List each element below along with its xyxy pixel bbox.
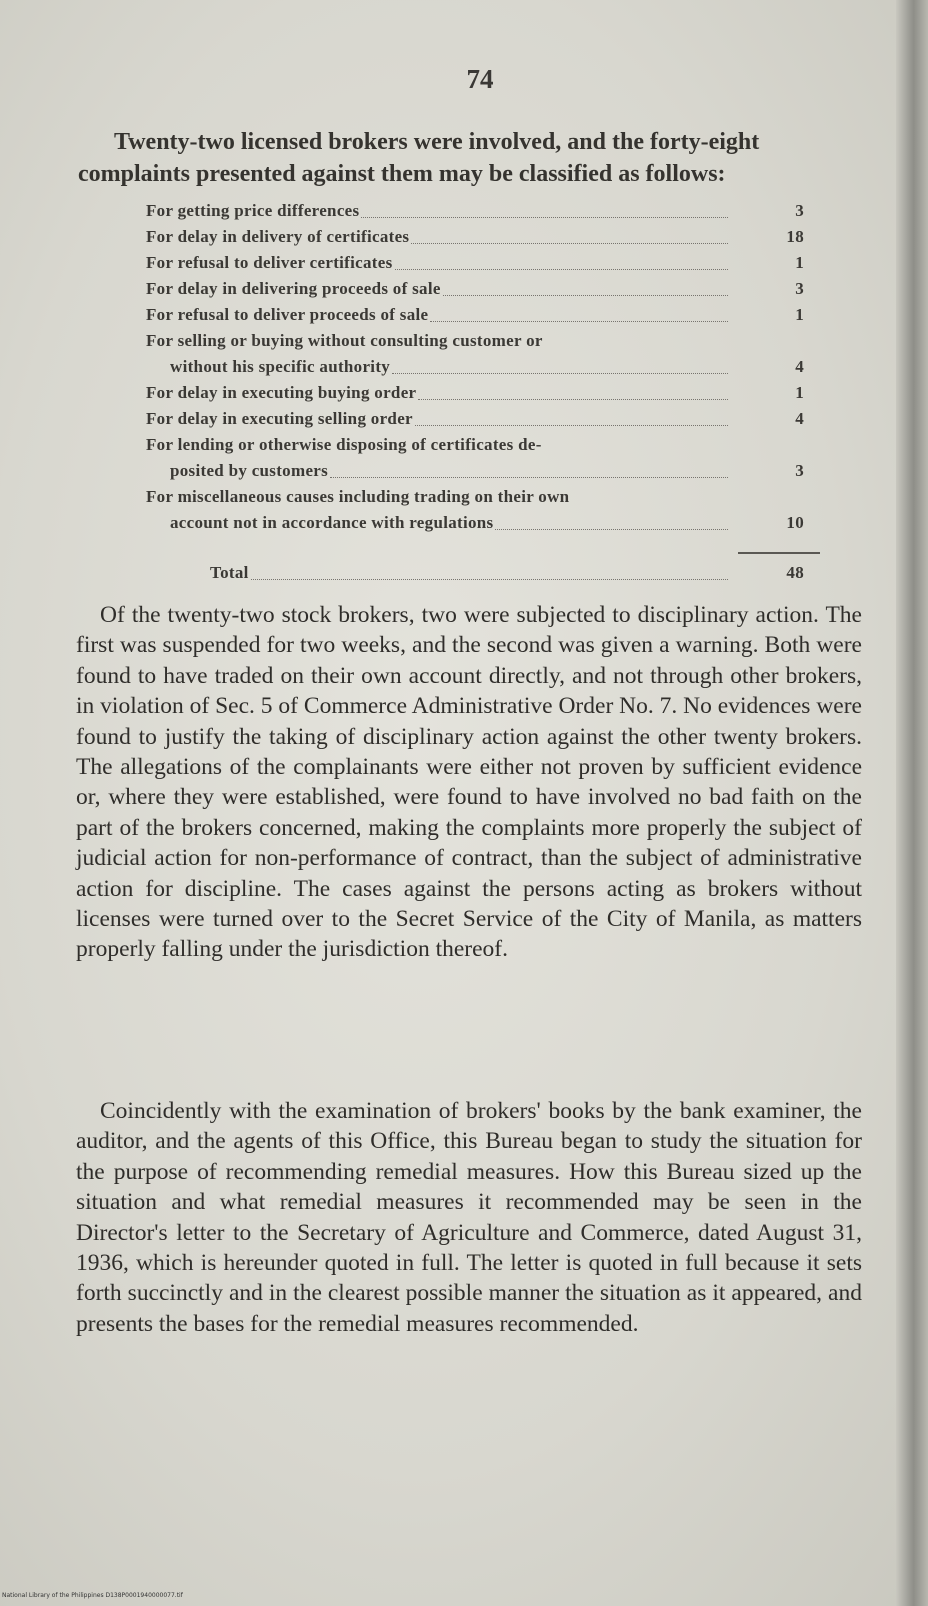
complaint-row — [146, 484, 820, 536]
paragraph-1-text: Of the twenty-two stock brokers, two were subjected to disciplinary action. The first was suspended for two weeks, and the second was given a warning. Both were found to have traded on their own account directly, and not through other brokers, in violation of Sec. 5 of Commerce Administrative Order No. 7. No evidences were found to justify the taking of disciplinary action against the other twenty brokers. The allegations of the complainants were either not proven by sufficient evidence or, where they were established, were found to have involved no bad faith on the part of the brokers concerned, making the complaints more properly the subject of judicial action for non-performance of contract, than the subject of administrative action for discipline. The cases against the persons acting as brokers without licenses were turned over to the Secret Service of the City of Manila, as matters properly falling under the jurisdiction thereof. — [76, 602, 862, 963]
complaint-row — [146, 406, 820, 432]
complaint-label: posited by customers — [170, 461, 329, 480]
complaint-row — [146, 432, 820, 484]
leader-dots — [251, 578, 728, 580]
intro-line-2: complaints presented against them may be classified as follows: — [78, 161, 726, 187]
complaint-count: 3 — [795, 201, 804, 220]
paragraph-2-text: Coincidently with the examination of brokers' books by the bank examiner, the auditor, and the agents of this Office, this Bureau began to study the situation for the purpose of recommending remedial measures. How this Bureau sized up the situation and what remedial measures it recommended may be seen in the Director's letter to the Secretary of Agriculture and Commerce, dated August 31, 1936, which is hereunder quoted in full. The letter is quoted in full because it sets forth succinctly and in the clearest possible manner the situation as it appeared, and presents the bases for the remedial measures recommended. — [76, 1098, 862, 1337]
complaint-row — [146, 224, 820, 250]
complaints-table — [146, 198, 820, 536]
leader-dots — [430, 320, 728, 322]
complaint-label: without his specific authority — [170, 357, 391, 376]
leader-dots — [330, 476, 728, 478]
complaint-count: 18 — [786, 227, 804, 246]
complaint-label: For delay in delivery of certificates — [146, 227, 410, 246]
complaint-count: 1 — [795, 253, 804, 272]
complaint-row — [146, 276, 820, 302]
page-number: 74 — [466, 64, 494, 94]
leader-dots — [443, 294, 728, 296]
intro-line-1: Twenty-two licensed brokers were involved, and the forty-eight — [114, 129, 760, 155]
leader-dots — [361, 216, 728, 218]
total-label: Total — [210, 563, 249, 582]
complaint-label: For refusal to deliver proceeds of sale — [146, 305, 429, 324]
leader-dots — [415, 424, 728, 426]
leader-dots — [418, 398, 728, 400]
complaint-label: For selling or buying without consulting customer or — [146, 331, 543, 350]
complaint-count: 1 — [795, 383, 804, 402]
paragraph-1 — [76, 600, 862, 965]
total-row — [146, 560, 820, 586]
complaint-count: 3 — [795, 279, 804, 298]
complaint-row — [146, 250, 820, 276]
complaint-count: 1 — [795, 305, 804, 324]
leader-dots — [495, 528, 728, 530]
complaint-row — [146, 198, 820, 224]
leader-dots — [395, 268, 728, 270]
complaint-label: For delay in executing buying order — [146, 383, 417, 402]
complaint-count: 4 — [795, 357, 804, 376]
complaint-label: For delay in delivering proceeds of sale — [146, 279, 441, 298]
complaint-count: 4 — [795, 409, 804, 428]
complaint-label: For getting price differences — [146, 201, 360, 220]
leader-dots — [411, 242, 728, 244]
scan-footer: National Library of the Philippines D138P0001940000077.tif — [2, 1592, 183, 1599]
complaint-row — [146, 380, 820, 406]
complaint-count: 10 — [786, 513, 804, 532]
leader-dots — [392, 372, 728, 374]
complaint-row — [146, 328, 820, 380]
complaint-label: For refusal to deliver certificates — [146, 253, 393, 272]
complaint-label: For lending or otherwise disposing of certificates de- — [146, 435, 542, 454]
complaint-label: For miscellaneous causes including trading on their own — [146, 487, 570, 506]
complaint-label: For delay in executing selling order — [146, 409, 413, 428]
total-count: 48 — [786, 563, 804, 582]
complaint-label: account not in accordance with regulations — [170, 513, 494, 532]
intro-sentence — [78, 126, 886, 190]
page-edge-shadow — [896, 0, 928, 1606]
complaint-row — [146, 302, 820, 328]
complaint-count: 3 — [795, 461, 804, 480]
paragraph-2 — [76, 1096, 862, 1339]
total-rule — [738, 552, 820, 554]
